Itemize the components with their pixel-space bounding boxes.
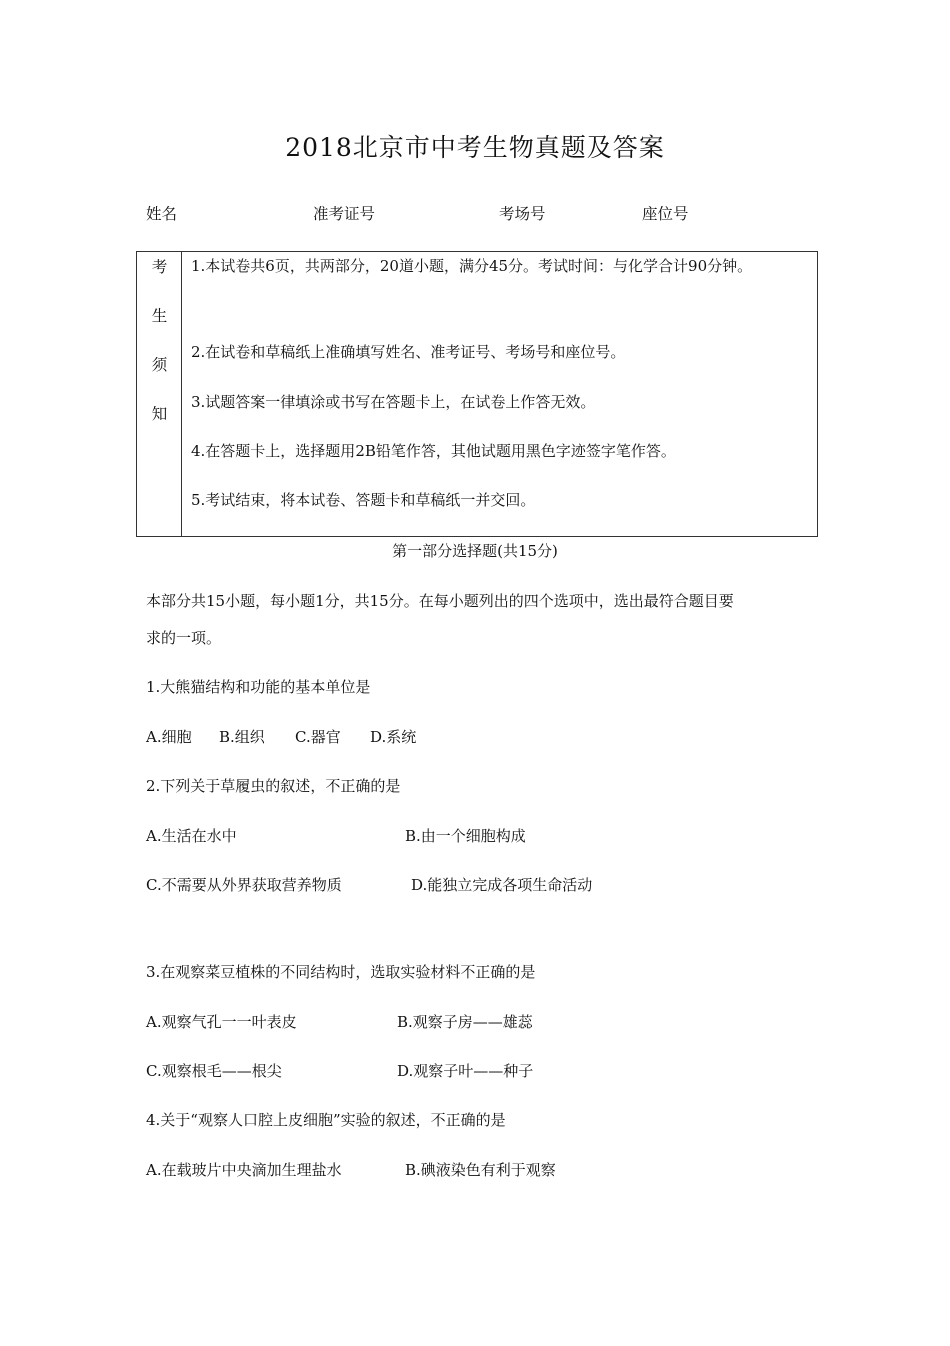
seat-number-label: 座位号 <box>642 205 689 223</box>
question-option: D.能独立完成各项生命活动 <box>411 876 593 894</box>
question-option: A.在载玻片中央滴加生理盐水 <box>146 1161 342 1179</box>
part-intro-line: 本部分共15小题，每小题1分，共15分。在每小题列出的四个选项中，选出最符合题目要 <box>146 592 734 610</box>
question-option: B.由一个细胞构成 <box>405 827 526 845</box>
part-intro-line: 求的一项。 <box>146 629 222 647</box>
ticket-number-label: 准考证号 <box>313 205 376 223</box>
notice-label-char: 须 <box>151 356 168 374</box>
notice-item: 5.考试结束，将本试卷、答题卡和草稿纸一并交回。 <box>191 491 536 509</box>
question-option: C.不需要从外界获取营养物质 <box>146 876 342 894</box>
page-title: 2018北京市中考生物真题及答案 <box>285 133 665 162</box>
question-stem: 2.下列关于草履虫的叙述，不正确的是 <box>146 777 401 795</box>
notice-item: 2.在试卷和草稿纸上准确填写姓名、准考证号、考场号和座位号。 <box>191 343 626 361</box>
question-option: D.系统 <box>370 728 417 746</box>
notice-label-column <box>137 252 182 536</box>
part-heading: 第一部分选择题(共15分) <box>392 542 558 560</box>
question-option: C.观察根毛——根尖 <box>146 1062 282 1080</box>
question-stem: 1.大熊猫结构和功能的基本单位是 <box>146 678 371 696</box>
question-option: B.碘液染色有利于观察 <box>405 1161 556 1179</box>
exam-notice-box <box>136 251 818 537</box>
notice-label-char: 知 <box>151 405 168 423</box>
question-option: D.观察子叶——种子 <box>397 1062 534 1080</box>
question-option: A.生活在水中 <box>146 827 237 845</box>
question-stem: 3.在观察菜豆植株的不同结构时，选取实验材料不正确的是 <box>146 963 536 981</box>
notice-label-char: 生 <box>151 307 168 325</box>
notice-label-char: 考 <box>151 258 168 276</box>
name-label: 姓名 <box>146 205 178 223</box>
notice-item: 1.本试卷共6页，共两部分，20道小题，满分45分。考试时间：与化学合计90分钟。 <box>191 257 753 275</box>
notice-item: 3.试题答案一律填涂或书写在答题卡上，在试卷上作答无效。 <box>191 393 596 411</box>
question-option: B.观察子房——雄蕊 <box>397 1013 533 1031</box>
notice-item: 4.在答题卡上，选择题用2B铅笔作答，其他试题用黑色字迹签字笔作答。 <box>191 442 676 460</box>
question-option: C.器官 <box>295 728 341 746</box>
question-option: A.观察气孔一一叶表皮 <box>146 1013 297 1031</box>
exam-room-label: 考场号 <box>499 205 546 223</box>
question-option: A.细胞 <box>146 728 192 746</box>
question-option: B.组织 <box>219 728 265 746</box>
question-stem: 4.关于“观察人口腔上皮细胞”实验的叙述，不正确的是 <box>146 1111 506 1129</box>
